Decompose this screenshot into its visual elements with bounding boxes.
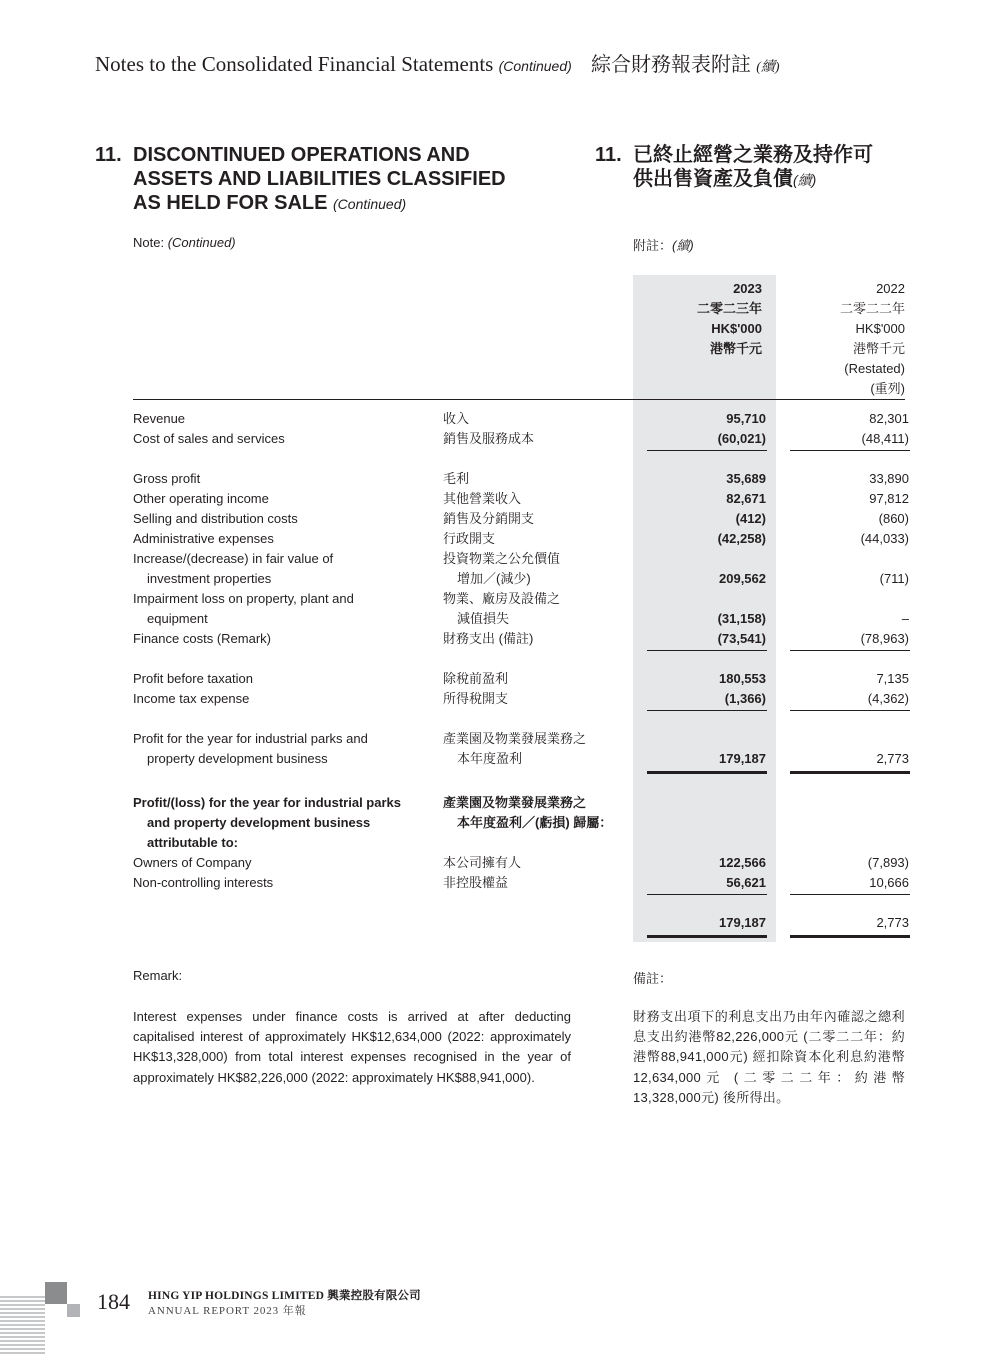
row-selling-costs — [0, 509, 1000, 529]
value-2022: (711) — [879, 571, 909, 586]
row-profit-before-tax — [0, 669, 1000, 689]
row-finance-costs — [0, 629, 1000, 649]
row-label-en: Selling and distribution costs — [133, 511, 298, 526]
value-2023: 35,689 — [726, 471, 766, 486]
row-label-en: and property development business — [147, 815, 371, 830]
col-2023-year-zh: 二零二三年 — [696, 301, 762, 316]
total-double-rule — [790, 935, 910, 938]
total-double-rule — [790, 771, 910, 774]
row-label-zh: 毛利 — [443, 471, 470, 486]
total-double-rule — [647, 935, 767, 938]
column-header-2022 — [776, 279, 905, 399]
note-label-zh-text: 附註： — [633, 238, 673, 253]
row-label-zh: 本公司擁有人 — [443, 855, 522, 870]
row-fair-value-line1 — [0, 549, 1000, 569]
row-label-zh: 產業園及物業發展業務之 — [443, 731, 587, 746]
row-impairment — [0, 609, 1000, 629]
col-2022-restated-zh: (重列) — [870, 381, 905, 396]
note-label-en-text: Note: — [133, 235, 165, 250]
row-profit-year — [0, 749, 1000, 769]
footer-report-title: ANNUAL REPORT 2023 年報 — [148, 1305, 307, 1317]
value-2023: (412) — [735, 511, 766, 526]
row-label-en: Profit/(loss) for the year for industrial parks — [133, 795, 401, 810]
row-label-zh: 本年度盈利 — [457, 751, 523, 766]
row-label-en: attributable to: — [147, 835, 238, 850]
note-continued-zh: (續) — [672, 238, 694, 253]
value-2023: (73,541) — [717, 631, 766, 646]
note-continued-en: (Continued) — [167, 235, 236, 250]
row-income-tax — [0, 689, 1000, 709]
col-2023-year: 2023 — [733, 281, 762, 296]
subtotal-rule — [647, 710, 767, 711]
column-header-2023 — [633, 279, 762, 359]
col-2022-restated: (Restated) — [844, 361, 905, 376]
row-label-zh: 所得稅開支 — [443, 691, 509, 706]
subtotal-rule — [790, 894, 910, 895]
row-label-zh: 銷售及分銷開支 — [443, 511, 535, 526]
section-number-en: 11. — [95, 144, 122, 166]
note-label-zh — [633, 235, 694, 254]
value-2023: (42,258) — [717, 531, 766, 546]
row-label-en: Cost of sales and services — [133, 431, 285, 446]
row-nci — [0, 873, 1000, 893]
value-2022: 82,301 — [869, 411, 909, 426]
footer-company-name: HING YIP HOLDINGS LIMITED 興業控股有限公司 — [148, 1290, 421, 1302]
col-2022-year: 2022 — [876, 281, 905, 296]
section-title-en-line2: ASSETS AND LIABILITIES CLASSIFIED — [133, 168, 506, 190]
col-2023-unit: HK$'000 — [711, 321, 762, 336]
value-2022: 2,773 — [876, 915, 909, 930]
subtotal-rule — [647, 450, 767, 451]
footer-decoration-graphic — [0, 1282, 85, 1357]
value-2023: 180,553 — [719, 671, 766, 686]
row-label-en: Profit before taxation — [133, 671, 253, 686]
row-label-zh: 財務支出 (備註) — [443, 631, 534, 646]
table-header-rule — [133, 399, 905, 400]
value-2022: 2,773 — [876, 751, 909, 766]
subtotal-rule — [647, 650, 767, 651]
remark-text-zh: 財務支出項下的利息支出乃由年內確認之總利息支出約港幣82,226,000元 (二零二二年：約港幣88,941,000元) 經扣除資本化利息約港幣12,634,000元 (二零二二年：約港幣13,328,000元) 後所得出。 — [633, 1009, 905, 1105]
value-2022: 7,135 — [876, 671, 909, 686]
value-2022: – — [901, 611, 909, 626]
total-double-rule — [647, 771, 767, 774]
col-2022-unit: HK$'000 — [855, 321, 905, 336]
col-2022-unit-zh: 港幣千元 — [852, 341, 905, 356]
value-2022: (4,362) — [867, 691, 909, 706]
row-label-en: Increase/(decrease) in fair value of — [133, 551, 334, 566]
row-label-en: Non-controlling interests — [133, 875, 274, 890]
remark-label-en: Remark: — [133, 968, 183, 983]
value-2023: 82,671 — [726, 491, 766, 506]
row-fair-value — [0, 569, 1000, 589]
header-title-zh: 綜合財務報表附註 — [591, 54, 752, 76]
row-label-en: Finance costs (Remark) — [133, 631, 271, 646]
row-label-zh: 減值損失 — [457, 611, 510, 626]
row-revenue — [0, 409, 1000, 429]
section-number-zh: 11. — [595, 144, 622, 166]
row-label-en: Gross profit — [133, 471, 201, 486]
row-label-en: Revenue — [133, 411, 186, 426]
row-label-en: Owners of Company — [133, 855, 252, 870]
value-2023: (31,158) — [717, 611, 766, 626]
value-2022: (48,411) — [861, 431, 909, 446]
header-continued-en: (Continued) — [498, 58, 572, 74]
value-2023: 95,710 — [726, 411, 766, 426]
row-label-zh: 產業園及物業發展業務之 — [443, 795, 587, 810]
row-label-en: Profit for the year for industrial parks and — [133, 731, 368, 746]
value-2023: 179,187 — [719, 751, 766, 766]
value-2023: (1,366) — [724, 691, 766, 706]
row-label-en: Other operating income — [133, 491, 269, 506]
header-continued-zh: (續) — [756, 60, 780, 75]
value-2022: 33,890 — [869, 471, 909, 486]
row-owners — [0, 853, 1000, 873]
row-label-zh: 本年度盈利／(虧損) 歸屬： — [457, 815, 613, 830]
value-2022: (44,033) — [860, 531, 909, 546]
value-2022: 97,812 — [869, 491, 909, 506]
value-2023: (60,021) — [717, 431, 766, 446]
row-label-zh: 增加／(減少) — [457, 571, 531, 586]
row-impairment-line1 — [0, 589, 1000, 609]
value-2023: 179,187 — [719, 915, 766, 930]
page-number: 184 — [97, 1289, 130, 1314]
col-2022-year-zh: 二零二二年 — [839, 301, 905, 316]
row-label-zh: 除稅前盈利 — [443, 671, 509, 686]
row-profit-year-line1 — [0, 729, 1000, 749]
row-label-zh: 行政開支 — [443, 531, 496, 546]
subtotal-rule — [790, 710, 910, 711]
section-title-zh-line1: 已終止經營之業務及持作可 — [633, 144, 873, 166]
running-header — [95, 48, 780, 77]
value-2023: 56,621 — [726, 875, 766, 890]
row-label-en: Income tax expense — [133, 691, 250, 706]
value-2022: (78,963) — [860, 631, 909, 646]
section-title-en-line1: DISCONTINUED OPERATIONS AND — [133, 144, 470, 166]
row-admin-expenses — [0, 529, 1000, 549]
row-label-zh: 銷售及服務成本 — [443, 431, 535, 446]
row-label-en: equipment — [147, 611, 208, 626]
section-title-en-line3: AS HELD FOR SALE — [133, 192, 328, 214]
value-2022: 10,666 — [869, 875, 909, 890]
subtotal-rule — [790, 650, 910, 651]
row-attributable-line2 — [0, 813, 1000, 833]
col-2023-unit-zh: 港幣千元 — [709, 341, 762, 356]
row-label-zh: 非控股權益 — [443, 875, 509, 890]
header-title-en: Notes to the Consolidated Financial Statements — [95, 52, 494, 76]
row-cost-of-sales — [0, 429, 1000, 449]
row-label-zh: 物業、廠房及設備之 — [443, 591, 561, 606]
row-total — [0, 913, 1000, 933]
remark-label-zh: 備註： — [633, 971, 673, 986]
row-attributable-line1 — [0, 793, 1000, 813]
row-label-zh: 其他營業收入 — [443, 491, 522, 506]
row-other-income — [0, 489, 1000, 509]
row-label-en: Impairment loss on property, plant and — [133, 591, 354, 606]
row-label-zh: 收入 — [443, 411, 470, 426]
row-label-en: property development business — [147, 751, 328, 766]
row-attributable-line3 — [0, 833, 1000, 853]
remark-text-en: Interest expenses under finance costs is arrived at after deducting capitalised interest of approximately HK$12,634,000 (2022: approximately HK$13,328,000) from total interest expenses recognised in the year of approximately HK$82,226,000 (2022: approximately HK$88,941,000). — [133, 1009, 571, 1085]
row-label-en: investment properties — [147, 571, 272, 586]
value-2023: 209,562 — [719, 571, 766, 586]
row-gross-profit — [0, 469, 1000, 489]
value-2023: 122,566 — [719, 855, 766, 870]
subtotal-rule — [790, 450, 910, 451]
section-continued-en: (Continued) — [333, 196, 407, 212]
note-label-en — [133, 235, 236, 250]
value-2022: (7,893) — [867, 855, 909, 870]
section-title-zh-line2: 供出售資產及負債 — [633, 168, 793, 190]
value-2022: (860) — [878, 511, 909, 526]
row-label-en: Administrative expenses — [133, 531, 274, 546]
section-continued-zh: (續) — [793, 172, 817, 188]
subtotal-rule — [647, 894, 767, 895]
row-label-zh: 投資物業之公允價值 — [443, 551, 561, 566]
